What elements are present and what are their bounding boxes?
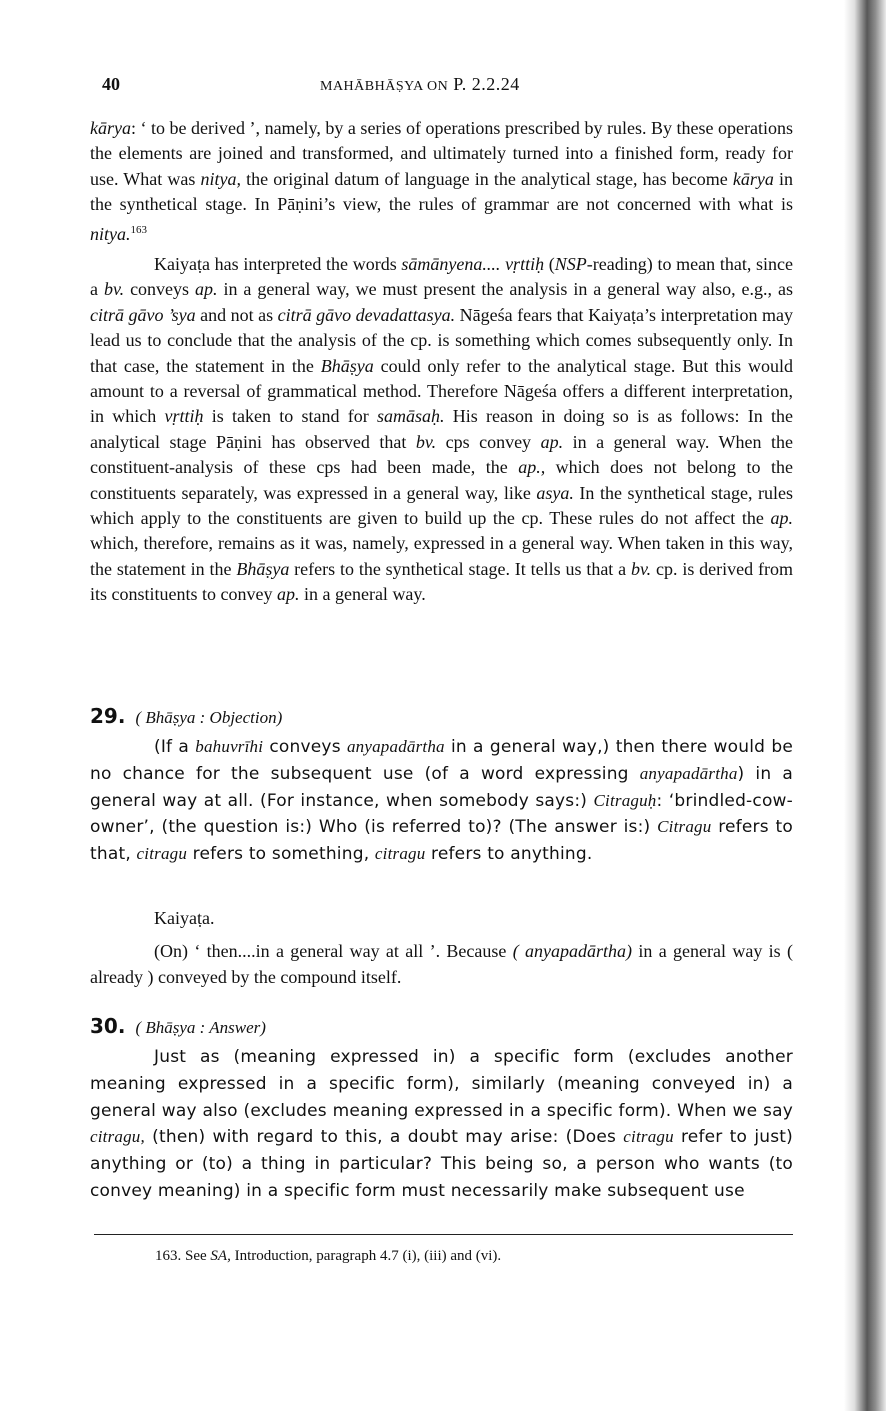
footnote-ref[interactable]: 163 xyxy=(130,223,147,236)
section-29-body: (If a bahuvrīhi conveys anyapadārtha in a general way,) then there would be no chance for the subsequent use (of a word expressing anyapadārtha) in a general way at all. (For instance, when somebody says:) Citraguḥ: ‘brindled-cow-owner’, (the question is:) Who (is referred to)? (The answer is:) Citragu refers to that, citragu refers to something, citragu refers to anything. xyxy=(90,737,793,865)
running-title-main: MAHĀBHĀṢYA ON xyxy=(320,79,449,94)
section-30-body: Just as (meaning expressed in) a specific form (excludes another meaning expressed in a specific form), similarly (meaning conveyed in) a general way also (excludes meaning expressed in a specific form). When we say citragu, (then) with regard to this, a doubt may arise: (Does citragu refer to just) anything or (to) a thing in particular? This being so, a person who wants (to convey meaning) in a specific form must necessarily make subsequent use xyxy=(90,1047,793,1201)
kaiyata-commentary: Kaiyaṭa. (On) ‘ then....in a general way at all ’. Because ( anyapadārtha) in a general way is ( already ) conveyed by the compound itself. xyxy=(90,908,794,987)
footnote-163: 163. See SA, Introduction, paragraph 4.7 (i), (iii) and (vi). xyxy=(155,1248,502,1264)
paragraph-kaiyata-interpretation: Kaiyaṭa has interpreted the words sāmānyena.... vṛttiḥ (NSP-reading) to mean that, since a bv. conveys ap. in a general way, we must present the analysis in a general way also, e.g., as citrā gāvo ’sya and not as citrā gāvo devadattasya. Nāgeśa fears that Kaiyaṭa’s interpretation may lead us to conclude that the analysis of the cp. is something which comes subsequently only. In that case, the statement in the Bhāṣya could only refer to the analytical stage. But this would amount to a reversal of grammatical method. Therefore Nāgeśa offers a different interpretation, in which vṛttiḥ is taken to stand for samāsaḥ. His reason in doing so is as follows: In the analytical stage Pāṇini has observed that bv. cps convey ap. in a general way. When the constituent-analysis of these cps had been made, the ap., which does not belong to the constituents separately, was expressed in a general way, like asya. In the synthetical stage, rules which apply to the constituents are given to build up the cp. These rules do not affect the ap. which, therefore, remains as it was, namely, expressed in a general way. When taken in this way, the statement in the Bhāṣya refers to the synthetical stage. It tells us that a bv. cp. is derived from its constituents to convey ap. in a general way. xyxy=(90,254,794,605)
running-title xyxy=(320,74,520,95)
page-scan-edge xyxy=(844,0,886,1411)
section-30-heading xyxy=(90,1014,793,1038)
running-title-ref: P. 2.2.24 xyxy=(453,74,520,94)
section-29-heading xyxy=(90,704,793,728)
section-number: 29. xyxy=(90,704,126,728)
section-label: ( Bhāṣya : Objection) xyxy=(135,708,283,727)
footnote-divider xyxy=(94,1234,793,1235)
section-label: ( Bhāṣya : Answer) xyxy=(135,1018,266,1037)
kaiyata-heading: Kaiyaṭa. xyxy=(154,908,215,928)
paragraph-karya: kārya: ‘ to be derived ’, namely, by a series of operations prescribed by rules. By these operations the elements are joined and transformed, and ultimately turned into a finished form, ready for use. What was nitya, the original datum of language in the analytical stage, has become kārya in the synthetical stage. In Pāṇini’s view, the rules of grammar are not concerned with what is nitya.$^{163}$ xyxy=(90,118,793,244)
section-number: 30. xyxy=(90,1014,126,1038)
running-header xyxy=(102,74,792,100)
page-number: 40 xyxy=(102,74,120,94)
